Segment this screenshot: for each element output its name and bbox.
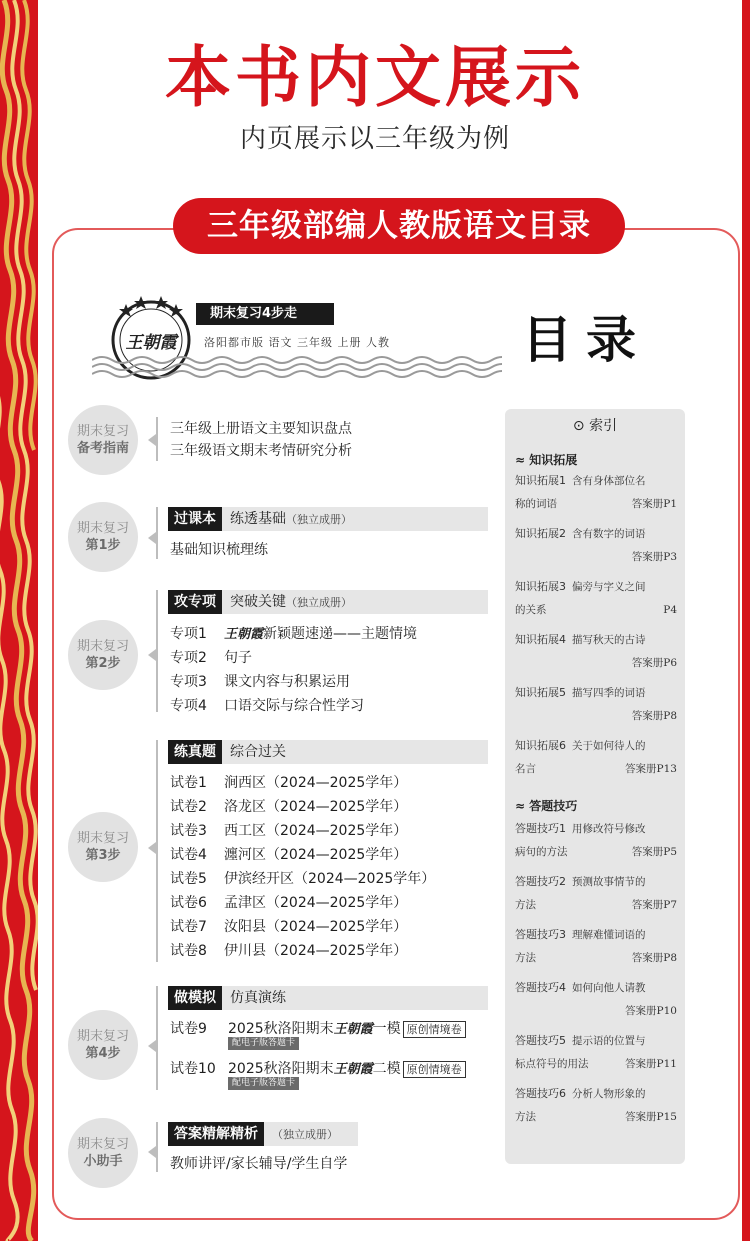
index-group-name: 答题技巧	[529, 799, 578, 813]
circle-bottom-text: 备考指南	[76, 441, 129, 456]
circle-top-text: 期末复习	[76, 639, 129, 654]
step-circle-guide	[68, 405, 138, 475]
item-key: 试卷4	[170, 847, 207, 863]
toc-banner: 三年级部编人教版语文目录	[173, 198, 625, 254]
index-item-text: 描写四季的词语	[572, 687, 646, 699]
item-value: 新颖题速递——主题情境	[263, 626, 418, 642]
toc-line: 基础知识梳理练	[170, 542, 268, 558]
index-item-text: 用修改符号修改	[572, 823, 646, 835]
circle-bottom-text: 第4步	[85, 1046, 121, 1061]
page-title: 本书内文展示	[165, 39, 585, 116]
index-item-text: 提示语的位置与	[572, 1035, 646, 1047]
index-item-label: 答题技巧4	[515, 981, 566, 994]
bracket-pointer	[148, 434, 156, 446]
index-item-page: 答案册P7	[631, 899, 677, 911]
item-value: 西工区（2024—2025学年）	[224, 823, 408, 839]
circle-top-text: 期末复习	[76, 831, 129, 846]
index-item-text: 含有数字的词语	[572, 528, 646, 540]
index-item	[515, 870, 677, 917]
brand-mark: 王朝霞	[333, 1062, 373, 1077]
item-key: 试卷6	[170, 895, 207, 911]
item-value: 课文内容与积累运用	[224, 674, 350, 690]
toc-line	[170, 868, 435, 888]
toc-line	[170, 796, 407, 816]
index-item-page: 答案册P15	[625, 1111, 677, 1123]
item-key: 试卷10	[170, 1061, 216, 1077]
index-item-text: 描写秋天的古诗	[572, 634, 646, 646]
section-bracket	[156, 507, 168, 559]
toc-line: 三年级上册语文主要知识盘点	[170, 421, 352, 437]
index-item	[515, 469, 677, 516]
item-value: 涧西区（2024—2025学年）	[224, 775, 408, 791]
item-value: 伊滨经开区（2024—2025学年）	[224, 871, 436, 887]
index-item-text: 如何向他人请教	[572, 982, 646, 994]
toc-line: 教师讲评/家长辅导/学生自学	[170, 1156, 348, 1172]
toc-line	[170, 647, 252, 667]
item-value: 孟津区（2024—2025学年）	[224, 895, 408, 911]
index-item-label: 知识拓展4	[515, 633, 566, 646]
step-circle-2	[68, 620, 138, 690]
original-paper-tag: 原创情境卷	[403, 1021, 466, 1038]
step-circle-helper	[68, 1118, 138, 1188]
index-item	[515, 734, 677, 781]
toc-line	[170, 892, 407, 912]
index-item-text-2: 称的词语	[515, 498, 557, 510]
item-key: 试卷8	[170, 943, 207, 959]
brand-mark: 王朝霞	[333, 1022, 373, 1037]
item-key: 试卷5	[170, 871, 207, 887]
bracket-pointer	[148, 649, 156, 661]
index-item	[515, 522, 677, 569]
circle-top-text: 期末复习	[76, 424, 129, 439]
section-bracket	[156, 986, 168, 1090]
index-item-text-2: 方法	[515, 952, 536, 964]
wave-icon: ≈	[515, 453, 526, 467]
section-header-2	[168, 590, 488, 614]
circle-bottom-text: 第3步	[85, 848, 121, 863]
item-value-suffix: 二模	[372, 1061, 401, 1077]
item-key: 试卷2	[170, 799, 207, 815]
index-item-label: 知识拓展5	[515, 686, 566, 699]
item-value: 汝阳县（2024—2025学年）	[224, 919, 408, 935]
toc-line: 三年级语文期末考情研究分析	[170, 443, 352, 459]
index-item-text-2: 名言	[515, 763, 536, 775]
toc-line	[170, 695, 364, 715]
index-item-page: 答案册P8	[631, 710, 677, 722]
section-header-5	[168, 1122, 358, 1146]
section-bracket	[156, 1122, 168, 1172]
index-item-text-2: 病句的方法	[515, 846, 568, 858]
index-item-page: 答案册P13	[625, 763, 677, 775]
index-title-text: 索引	[589, 418, 618, 434]
bracket-pointer	[148, 532, 156, 544]
circle-bottom-text: 第2步	[85, 656, 121, 671]
section-tag: 做模拟	[168, 986, 222, 1010]
answer-card-note: 配电子版答题卡	[228, 1077, 299, 1090]
item-key: 试卷9	[170, 1021, 207, 1037]
section-tag: 过课本	[168, 507, 222, 531]
circle-top-text: 期末复习	[76, 521, 129, 536]
item-value: 句子	[224, 650, 252, 666]
section-bracket	[156, 740, 168, 962]
item-value: 口语交际与综合性学习	[224, 698, 364, 714]
wave-decoration	[92, 354, 502, 384]
item-value: 2025秋洛阳期末	[228, 1061, 334, 1077]
wave-icon: ≈	[515, 799, 526, 813]
item-key: 专项4	[170, 698, 207, 714]
item-value-suffix: 一模	[372, 1021, 401, 1037]
index-item-text: 预测故事情节的	[572, 876, 646, 888]
index-group-knowledge	[515, 451, 577, 468]
index-item-text: 分析人物形象的	[572, 1088, 646, 1100]
index-item-page: 答案册P10	[625, 1005, 677, 1017]
section-header-text: 突破关键	[230, 594, 286, 610]
index-icon: ⊙	[572, 418, 585, 434]
brand-name: 王朝霞	[125, 333, 177, 353]
page-subtitle: 内页展示以三年级为例	[239, 124, 510, 154]
section-tag: 攻专项	[168, 590, 222, 614]
index-item-label: 答题技巧1	[515, 822, 566, 835]
section-header-note: （独立成册）	[286, 513, 352, 526]
section-bracket	[156, 590, 168, 712]
step-circle-3	[68, 812, 138, 882]
index-item-page: 答案册P1	[631, 498, 677, 510]
toc-line	[170, 772, 407, 792]
item-key: 试卷1	[170, 775, 207, 791]
index-item-label: 答题技巧5	[515, 1034, 566, 1047]
index-item-text: 偏旁与字义之间	[572, 581, 646, 593]
index-item-label: 答题技巧3	[515, 928, 566, 941]
index-item-text: 含有身体部位名	[572, 475, 646, 487]
index-item	[515, 1082, 677, 1129]
toc-line	[170, 1018, 466, 1038]
index-item-page: 答案册P5	[631, 846, 677, 858]
step-circle-4	[68, 1010, 138, 1080]
section-tag: 答案精解精析	[168, 1122, 264, 1146]
item-value: 2025秋洛阳期末	[228, 1021, 334, 1037]
section-bracket	[156, 417, 168, 461]
toc-line	[170, 1058, 466, 1078]
index-item-text-2: 方法	[515, 1111, 536, 1123]
index-item-text-2: 方法	[515, 899, 536, 911]
index-item-page: 答案册P3	[631, 551, 677, 563]
right-edge-strip	[742, 0, 750, 1241]
index-item-text: 关于如何待人的	[572, 740, 646, 752]
index-item-label: 知识拓展6	[515, 739, 566, 752]
toc-line	[170, 671, 350, 691]
answer-card-note: 配电子版答题卡	[228, 1037, 299, 1050]
item-key: 专项1	[170, 626, 207, 642]
section-header-note: （独立成册）	[286, 596, 352, 609]
index-title	[505, 415, 685, 435]
section-header-note: （独立成册）	[272, 1128, 338, 1141]
bracket-pointer	[148, 842, 156, 854]
index-item-label: 知识拓展2	[515, 527, 566, 540]
bracket-pointer	[148, 1146, 156, 1158]
section-header-1	[168, 507, 488, 531]
index-item-label: 知识拓展1	[515, 474, 566, 487]
index-item-text-2: 的关系	[515, 604, 547, 616]
index-item-page: 答案册P6	[631, 657, 677, 669]
section-header-text: 仿真演练	[230, 990, 286, 1006]
index-item-text-2: 标点符号的用法	[515, 1058, 589, 1070]
circle-top-text: 期末复习	[76, 1029, 129, 1044]
section-header-3	[168, 740, 488, 764]
section-tag: 练真题	[168, 740, 222, 764]
index-item-page: P4	[663, 604, 677, 616]
step-bar: 期末复习4步走	[196, 303, 334, 325]
index-item	[515, 1029, 677, 1076]
index-item-page: 答案册P8	[631, 952, 677, 964]
index-item-label: 答题技巧6	[515, 1087, 566, 1100]
step-circle-1	[68, 502, 138, 572]
item-key: 专项2	[170, 650, 207, 666]
edition-info: 洛阳都市版 语文 三年级 上册 人教	[204, 336, 390, 349]
index-item	[515, 817, 677, 864]
toc-line	[170, 916, 407, 936]
bracket-pointer	[148, 1040, 156, 1052]
index-item-label: 答题技巧2	[515, 875, 566, 888]
index-group-name: 知识拓展	[529, 453, 578, 467]
section-header-text: 综合过关	[230, 744, 286, 760]
item-key: 专项3	[170, 674, 207, 690]
toc-line	[170, 940, 407, 960]
toc-title: 目录	[522, 311, 650, 369]
item-value: 伊川县（2024—2025学年）	[224, 943, 408, 959]
index-item	[515, 923, 677, 970]
index-item-page: 答案册P11	[625, 1058, 677, 1070]
section-header-text: 练透基础	[230, 511, 286, 527]
item-key: 试卷7	[170, 919, 207, 935]
index-item	[515, 628, 677, 675]
decorative-ribbon	[0, 0, 38, 1241]
index-item	[515, 575, 677, 622]
item-value: 瀍河区（2024—2025学年）	[224, 847, 408, 863]
circle-bottom-text: 第1步	[85, 538, 121, 553]
toc-line	[170, 623, 417, 643]
index-group-skills	[515, 797, 577, 814]
item-key: 试卷3	[170, 823, 207, 839]
index-item-label: 知识拓展3	[515, 580, 566, 593]
index-panel	[505, 409, 685, 1164]
index-item	[515, 976, 677, 1023]
original-paper-tag: 原创情境卷	[403, 1061, 466, 1078]
brand-mark: 王朝霞	[224, 627, 264, 642]
toc-line	[170, 820, 407, 840]
item-value: 洛龙区（2024—2025学年）	[224, 799, 408, 815]
index-item-text: 理解难懂词语的	[572, 929, 646, 941]
circle-bottom-text: 小助手	[83, 1154, 123, 1169]
toc-line	[170, 844, 407, 864]
circle-top-text: 期末复习	[76, 1137, 129, 1152]
index-item	[515, 681, 677, 728]
section-header-4	[168, 986, 488, 1010]
